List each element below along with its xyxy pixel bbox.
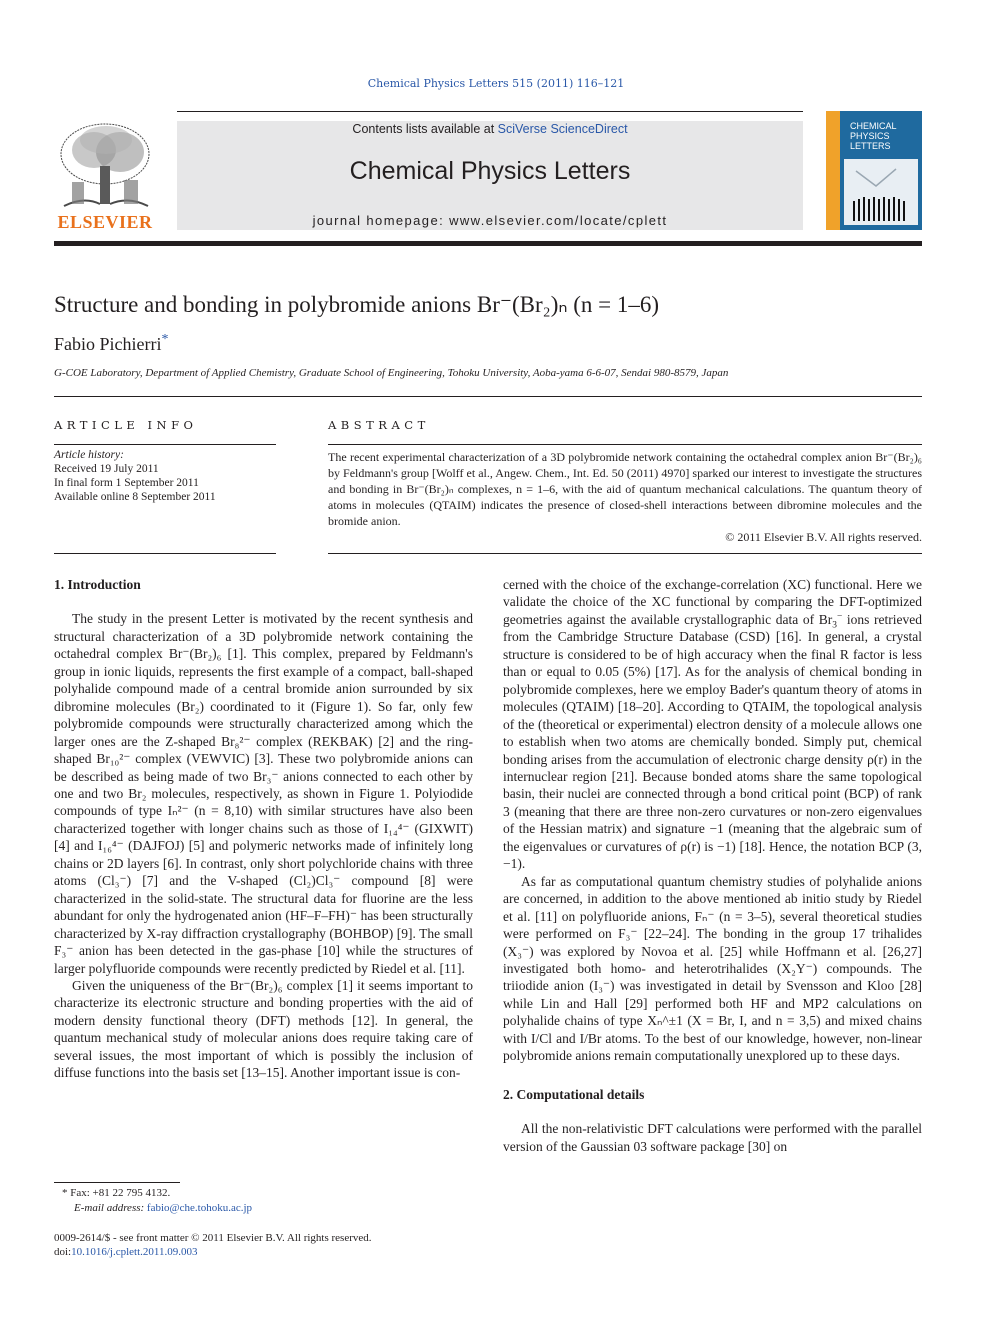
history-received: Received 19 July 2011 bbox=[54, 463, 159, 475]
cover-line-2: PHYSICS bbox=[850, 131, 890, 141]
front-matter bbox=[54, 1231, 372, 1259]
contents-line bbox=[177, 122, 803, 136]
body-paragraph-4: All the non-relativistic DFT calculations were performed with the parallel version of the Gaussian 03 software package [30] on bbox=[503, 1121, 922, 1154]
abstract-rule-bottom bbox=[328, 553, 922, 554]
footnote-email-label: E-mail address: bbox=[74, 1202, 147, 1214]
contents-prefix: Contents lists available at bbox=[352, 122, 498, 136]
history-online: Available online 8 September 2011 bbox=[54, 491, 216, 503]
author-footnote bbox=[54, 1186, 252, 1216]
body-column-right bbox=[503, 576, 922, 1155]
sciencedirect-link[interactable]: SciVerse ScienceDirect bbox=[497, 122, 628, 136]
body-paragraph-3: As far as computational quantum chemistry studies of polyhalide anions are concerned, in addition to the above mentioned ab initio study by Riedel et al. [11] on polyfluoride anions, Fₙ⁻ (n = 3–5), several theoretical studies were performed on F₃⁻ [22–24]. The bonding in the group 17 trihalides (X₃⁻) was explored by Novoa et al. [25] while Hoffmann et al. [26,27] investigated both homo- and heterotrihalides (X₂Y⁻) compounds. The triiodide anion (I₃⁻) was investigated in detail by Svensson and Kloo [28] while Lin and Hall [29] performed both HF and MP2 calculations on polyhalide chains of type Xₙ^±1 (X = Br, I, and n = 3,5) and mixed chains with I/Cl and I/Br atoms. To the best of our knowledge, however, non-linear polybromide anions remain computationally unexplored up to these days. bbox=[503, 873, 922, 1064]
history-final: In final form 1 September 2011 bbox=[54, 477, 199, 489]
abstract-copyright: © 2011 Elsevier B.V. All rights reserved. bbox=[725, 530, 922, 544]
journal-title: Chemical Physics Letters bbox=[349, 157, 631, 185]
elsevier-logo-text: ELSEVIER bbox=[57, 212, 153, 232]
journal-citation[interactable]: Chemical Physics Letters 515 (2011) 116–121 bbox=[367, 77, 625, 90]
body-paragraph-2-continued: cerned with the choice of the exchange-correlation (XC) functional. Here we validate the choice of the XC functional by comparing the DFT-optimized geometries against the available crystallographic data of $Br_3^-$ ions retrieved from the Cambridge Structure Database (CSD) [16]. In general, a crystal structure is considered to be of high accuracy when the final R factor is less than or equal to 0.05 (5%) [17]. As for the analysis of chemical bonding in polybromide complexes, here we employ Bader's quantum theory of atoms in molecules (QTAIM) [18–20]. According to QTAIM, the topological analysis of the (theoretical or experimental) electron density of a molecule allows one to establish when two atoms are chemically bonded. Simply put, chemical bonding arises from the accumulation of electronic charge density ρ(r) in the internuclear region [21]. Because bonded atoms share the same topological basin, their nuclei are connected through a bond critical point (BCP) of rank 3 (meaning that there are three non-zero curvatures or non-zero eigenvalues of the Hessian matrix) and signature −1 (meaning that the algebraic sum of the eigenvalues or curvatures of ρ(r) is −1) [18]. Hence, the notation BCP (3, −1). bbox=[503, 577, 922, 872]
abstract-rule-top bbox=[328, 444, 922, 445]
footnote-rule bbox=[54, 1182, 180, 1183]
author-email-link[interactable]: fabio@che.tohoku.ac.jp bbox=[146, 1202, 253, 1214]
article-info-rule-bottom bbox=[54, 553, 276, 554]
author-footnote-mark[interactable]: * bbox=[161, 332, 169, 347]
body-paragraph-1: The study in the present Letter is motivated by the recent synthesis and structural characterization of a 3D polybromide network containing the octahedral complex Br⁻(Br₂)₆ [1]. This complex, prepared by Feldmann's group in ionic liquids, represents the first example of a compact, ball-shaped polyhalide compound made of a central bromide anion surrounded by six dibromine molecules (Br₂) coordinated to it (Figure 1). So far, only few polybromide compounds were structurally characterized among which the larger ones are the Z-shaped Br₈²⁻ complex (REKBAK) [2] and the ring-shaped Br₁₀²⁻ complex (VEWVIC) [3]. These two polybromide anions can be described as being made of two Br₃⁻ anions connected to each other by one and two Br₂ molecules, respectively, as shown in Figure 1. Polyiodide compounds of type Iₙ²⁻ (n = 8,10) with similar structures have also been characterized together with longer chains such as those of I₁₄⁴⁻ (GIXWIT) [4] and I₁₆⁴⁻ (DAJFOJ) [5] and polymeric networks made of infinitely long chains or 2D layers [6]. In contrast, only short polychloride chains with three atoms (Cl₃⁻) [7] and the V-shaped (Cl₂)Cl₃⁻ compound [8] were characterized in the solid-state. The structural data for fluorine are the less abundant for only the hydrogenated anion (HF–F–FH)⁻ has been structurally characterized by X-ray diffraction crystallography (BOHBOP) [9]. The small F₃⁻ anion has been detected in the gas-phase [10] while the structures of larger polyfluoride compounds were recently predicted by Riedel et al. [11]. bbox=[54, 611, 473, 976]
body-paragraph-2: Given the uniqueness of the Br⁻(Br₂)₆ complex [1] it seems important to characterize its electronic structure and bonding properties with the aid of modern density functional theory (DFT) methods [12]. In general, the quantum mechanical study of molecular anions does require taking care of several issues, the most important of which is possibly the inclusion of diffuse functions into the basis set [13–15]. Another important issue is con- bbox=[54, 977, 473, 1081]
abstract-text: The recent experimental characterization of a 3D polybromide network containing the octahedral complex anion Br⁻(Br₂)₆ by Feldmann's group [Wolff et al., Angew. Chem., Int. Ed. 50 (2011) 4970] sparked our interest to investigate the structures and bonding in Br⁻(Br₂)ₙ complexes, n = 1–6, with the aid of quantum mechanical calculations. The quantum theory of atoms in molecules (QTAIM) indicates the presence of closed-shell interactions between dibromine molecules and the bromide anion. bbox=[328, 450, 922, 528]
tree-icon bbox=[54, 120, 156, 212]
doi-prefix: doi: bbox=[54, 1246, 72, 1258]
cover-title bbox=[850, 121, 897, 151]
section-heading-introduction: 1. Introduction bbox=[54, 577, 141, 592]
abstract-heading: ABSTRACT bbox=[328, 418, 430, 432]
article-history bbox=[54, 448, 216, 504]
header-thick-rule bbox=[54, 241, 922, 246]
cover-line-1: CHEMICAL bbox=[850, 121, 897, 131]
doi-link[interactable]: 10.1016/j.cplett.2011.09.003 bbox=[71, 1246, 198, 1258]
body-column-left bbox=[54, 576, 473, 1082]
article-info-rule-top bbox=[54, 444, 276, 445]
issn-line: 0009-2614/$ - see front matter © 2011 Elsevier B.V. All rights reserved. bbox=[54, 1232, 372, 1244]
history-label: Article history: bbox=[54, 449, 124, 461]
header-rule bbox=[177, 111, 803, 112]
article-title: Structure and bonding in polybromide anions Br⁻(Br₂)ₙ (n = 1–6) bbox=[54, 292, 660, 317]
article-info-heading: ARTICLE INFO bbox=[54, 418, 198, 432]
footnote-fax: * Fax: +81 22 795 4132. bbox=[62, 1187, 171, 1199]
author-affiliation: G-COE Laboratory, Department of Applied Chemistry, Graduate School of Engineering, Tohoku University, Aoba-yama 6-6-07, Sendai 980-8579, Japan bbox=[54, 367, 729, 379]
section-heading-computational: 2. Computational details bbox=[503, 1086, 645, 1102]
author-name: Fabio Pichierri bbox=[54, 334, 162, 354]
cover-line-3: LETTERS bbox=[850, 141, 891, 151]
journal-homepage-link[interactable]: journal homepage: www.elsevier.com/locate/cplett bbox=[312, 213, 668, 228]
author-line bbox=[54, 334, 168, 355]
affiliation-rule bbox=[54, 396, 922, 397]
